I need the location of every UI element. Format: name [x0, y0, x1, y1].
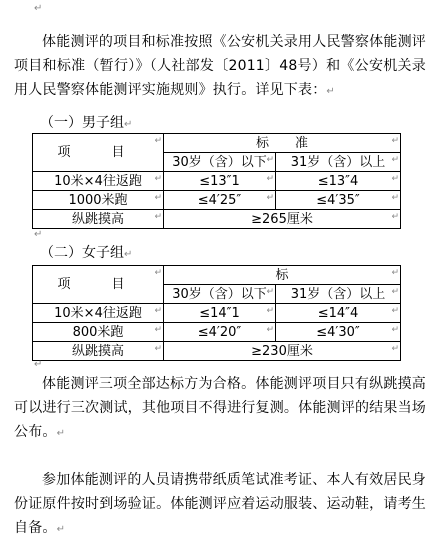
value-cell: ≤14″4 ↵: [276, 304, 401, 323]
age-group-cell: 31岁（含）以上 ↵: [276, 153, 401, 172]
male-group-heading: （一）男子组↵: [40, 115, 133, 131]
value-cell: ≤13″4 ↵: [276, 172, 401, 191]
table-row: [33, 323, 401, 342]
merged-value-cell: ≥230厘米 ↵: [164, 342, 401, 361]
intro-paragraph: [14, 30, 426, 102]
item-cell: 1000米跑 ↵: [33, 191, 164, 210]
female-standards-table: [32, 265, 401, 361]
paragraph-mark: ↵: [326, 86, 335, 97]
item-cell: 800米跑 ↵: [33, 323, 164, 342]
value-cell: ≤13″1 ↵: [164, 172, 276, 191]
pass-rule-text: 体能测评三项全部达标方为合格。体能测评项目只有纵跳摸高可以进行三次测试，其他项目不得进行复测。体能测评的结果当场公布。: [14, 376, 426, 440]
verification-paragraph: [14, 468, 426, 540]
merged-value-cell: ≥265厘米 ↵: [164, 210, 401, 229]
item-cell: 纵跳摸高 ↵: [33, 342, 164, 361]
paragraph-mark: ↵: [56, 524, 66, 535]
item-cell: 纵跳摸高 ↵: [33, 210, 164, 229]
verification-text: 参加体能测评的人员请携带纸质笔试准考证、本人有效居民身份证原件按时到场验证。体能测评应着运动服装、运动鞋，请考生自备。: [14, 472, 426, 536]
table-row: [33, 342, 401, 361]
paragraph-mark: ↵: [34, 3, 43, 14]
paragraph-mark: ↵: [34, 359, 43, 370]
table-header-row: [33, 266, 401, 285]
female-group-heading: （二）女子组↵: [40, 245, 133, 261]
value-cell: ≤4′20″ ↵: [164, 323, 276, 342]
age-group-cell: 30岁（含）以下 ↵: [164, 153, 276, 172]
item-cell: 10米×4往返跑 ↵: [33, 172, 164, 191]
paragraph-mark: ↵: [124, 119, 133, 130]
header-item-cell: 项 目 ↵: [33, 266, 164, 304]
table-row: [33, 304, 401, 323]
table-row: [33, 210, 401, 229]
table-row: [33, 172, 401, 191]
header-standard-cell: 标 ↵: [164, 266, 401, 285]
table-row: [33, 191, 401, 210]
header-item-cell: 项 目 ↵: [33, 134, 164, 172]
male-standards-table: [32, 133, 401, 229]
age-group-cell: 30岁（含）以下 ↵: [164, 285, 276, 304]
intro-text: 体能测评的项目和标准按照《公安机关录用人民警察体能测评项目和标准（暂行）》（人社部发〔2011〕48号）和《公安机关录用人民警察体能测评实施规则》执行。详见下表：: [14, 34, 426, 98]
table-header-row: [33, 134, 401, 153]
value-cell: ≤4′35″ ↵: [276, 191, 401, 210]
pass-rule-paragraph: [14, 372, 426, 444]
paragraph-mark: ↵: [124, 249, 133, 260]
paragraph-mark: ↵: [56, 428, 66, 439]
value-cell: ≤4′25″ ↵: [164, 191, 276, 210]
age-group-cell: 31岁（含）以上 ↵: [276, 285, 401, 304]
header-standard-cell: 标 准 ↵: [164, 134, 401, 153]
value-cell: ≤4′30″ ↵: [276, 323, 401, 342]
item-cell: 10米×4往返跑 ↵: [33, 304, 164, 323]
paragraph-mark: ↵: [34, 229, 43, 240]
value-cell: ≤14″1 ↵: [164, 304, 276, 323]
